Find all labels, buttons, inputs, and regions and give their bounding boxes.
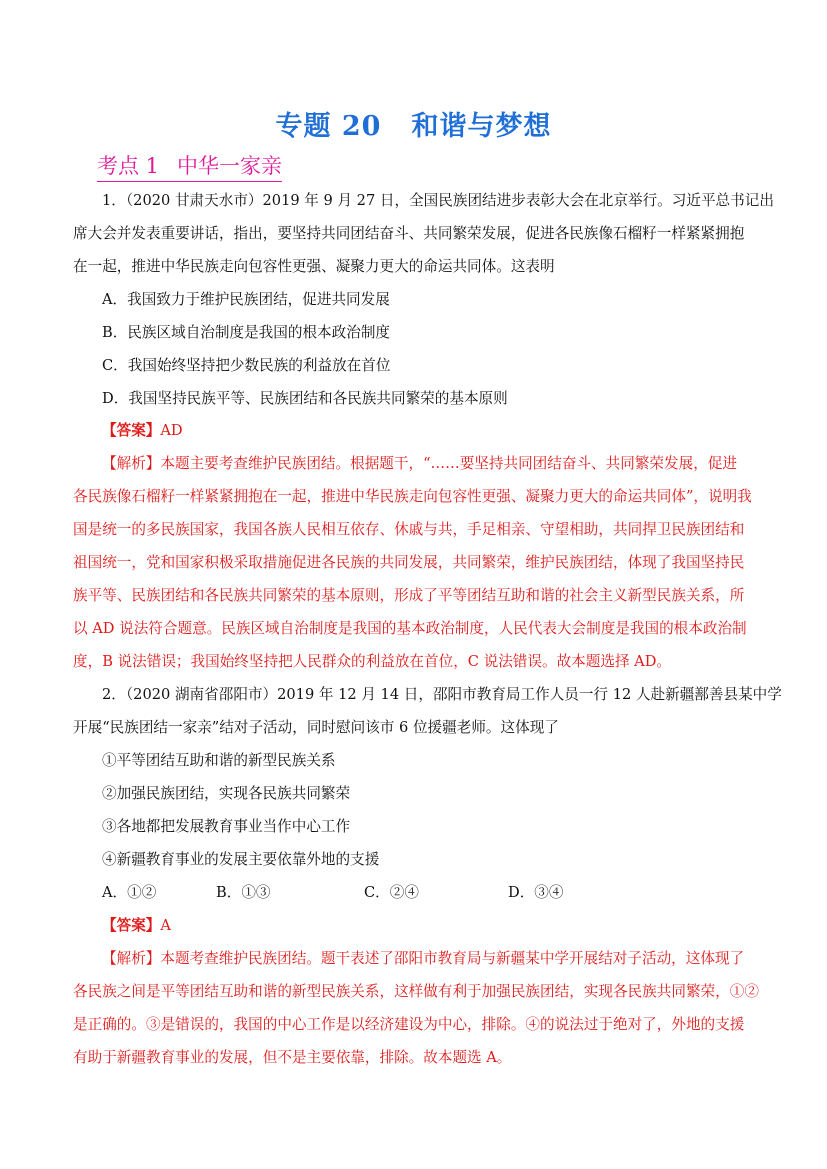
q1-option: D．我国坚持民族平等、民族团结和各民族共同繁荣的基本原则 bbox=[102, 390, 508, 407]
title-prefix: 专题 20 bbox=[275, 111, 382, 142]
q1-answer bbox=[102, 421, 183, 441]
q2-analysis-line: 有助于新疆教育事业的发展，但不是主要依靠，排除。故本题选 A。 bbox=[73, 1049, 512, 1066]
q2-choice-a: A．①② bbox=[102, 884, 157, 901]
q1-option: C．我国始终坚持把少数民族的利益放在首位 bbox=[102, 357, 391, 374]
answer-label: 【答案】 bbox=[102, 917, 161, 934]
q1-option: A．我国致力于维护民族团结，促进共同发展 bbox=[102, 291, 390, 308]
q2-analysis-line: 各民族之间是平等团结互助和谐的新型民族关系，这样做有利于加强民族团结，实现各民族共同繁荣，①② bbox=[73, 983, 759, 1000]
q1-analysis-line: 族平等、民族团结和各民族共同繁荣的基本原则，形成了平等团结互助和谐的社会主义新型民族关系，所 bbox=[73, 587, 745, 604]
q1-analysis-line: 国是统一的多民族国家，我国各族人民相互依存、休戚与共，手足相亲、守望相助，共同捍卫民族团结和 bbox=[73, 521, 745, 538]
title-name: 和谐与梦想 bbox=[411, 111, 552, 142]
q1-analysis-line: 祖国统一，党和国家积极采取措施促进各民族的共同发展，共同繁荣，维护民族团结，体现了我国坚持民 bbox=[73, 554, 745, 571]
q2-choice-c: C．②④ bbox=[364, 884, 419, 901]
section-name: 中华一家亲 bbox=[177, 154, 283, 178]
q1-stem-line: 席大会并发表重要讲话，指出，要坚持共同团结奋斗、共同繁荣发展，促进各民族像石榴籽一样紧紧拥抱 bbox=[73, 225, 745, 242]
q1-option: B．民族区域自治制度是我国的根本政治制度 bbox=[102, 324, 391, 341]
q2-choice-d: D．③④ bbox=[508, 884, 564, 901]
section-heading bbox=[97, 150, 282, 182]
answer-label: 【答案】 bbox=[102, 422, 161, 439]
page-title bbox=[0, 104, 827, 143]
q1-analysis-line: 各民族像石榴籽一样紧紧拥抱在一起，推进中华民族走向包容性更强、凝聚力更大的命运共同体”，说明我 bbox=[73, 488, 752, 505]
answer-value: A bbox=[160, 917, 171, 934]
q1-analysis-line: 以 AD 说法符合题意。民族区域自治制度是我国的基本政治制度，人民代表大会制度是我国的根本政治制 bbox=[73, 620, 747, 637]
section-prefix: 考点 1 bbox=[97, 154, 160, 178]
q1-stem-line: 1．（2020 甘肃天水市）2019 年 9 月 27 日，全国民族团结进步表彰大会在北京举行。习近平总书记出 bbox=[102, 192, 774, 209]
q2-choice-b: B．①③ bbox=[216, 884, 271, 901]
q2-answer bbox=[102, 916, 171, 936]
q1-analysis-line: 度，B 说法错误；我国始终坚持把人民群众的利益放在首位，C 说法错误。故本题选择 AD。 bbox=[73, 653, 672, 670]
q2-analysis-line: 【解析】本题考查维护民族团结。题干表述了邵阳市教育局与新疆某中学开展结对子活动，这体现了 bbox=[102, 950, 745, 967]
q2-stem-line: 2．（2020 湖南省邵阳市）2019 年 12 月 14 日，邵阳市教育局工作人员一行 12 人赴新疆鄯善县某中学 bbox=[102, 686, 782, 703]
q2-item: ①平等团结互助和谐的新型民族关系 bbox=[102, 752, 336, 769]
q2-item: ③各地都把发展教育事业当作中心工作 bbox=[102, 818, 351, 835]
q2-stem-line: 开展“民族团结一家亲”结对子活动，同时慰问该市 6 位援疆老师。这体现了 bbox=[73, 719, 559, 736]
q2-item: ②加强民族团结，实现各民族共同繁荣 bbox=[102, 785, 351, 802]
q2-item: ④新疆教育事业的发展主要依靠外地的支援 bbox=[102, 851, 380, 868]
answer-value: AD bbox=[160, 422, 183, 439]
q2-analysis-line: 是正确的。③是错误的，我国的中心工作是以经济建设为中心，排除。④的说法过于绝对了，外地的支援 bbox=[73, 1016, 745, 1033]
q1-stem-line: 在一起，推进中华民族走向包容性更强、凝聚力更大的命运共同体。这表明 bbox=[73, 258, 555, 275]
q1-analysis-line: 【解析】本题主要考查维护民族团结。根据题干，“……要坚持共同团结奋斗、共同繁荣发展，促进 bbox=[102, 455, 737, 472]
